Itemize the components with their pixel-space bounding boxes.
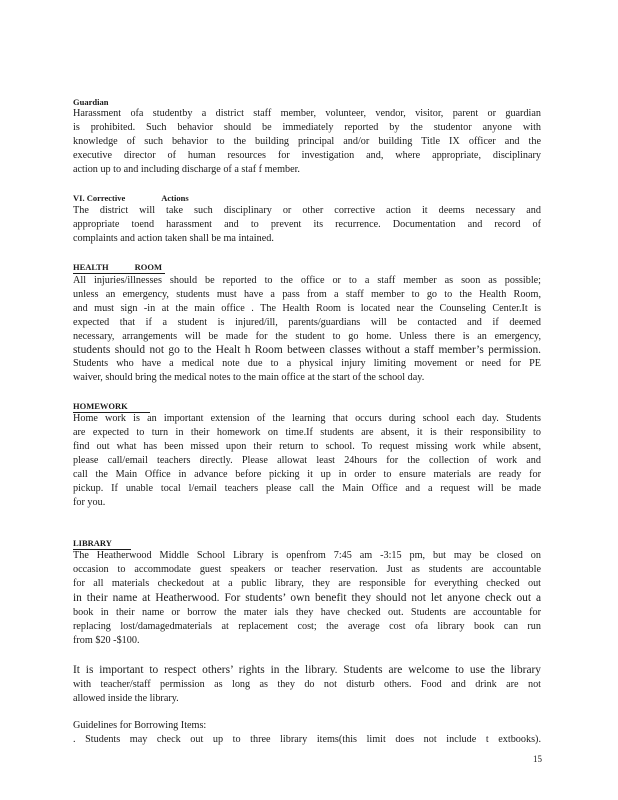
corrective-heading-part-1: VI. Corrective: [73, 193, 126, 203]
library-line-6: replacing lost/damagedmaterials at replacement cost; the average cost ofa library book can run: [73, 621, 541, 632]
homework-line-2: are expected to turn in their homework on time.If students are absent, it is their responsibility to: [73, 427, 541, 438]
homework-line-7: for you.: [73, 497, 106, 508]
guardian-line-3: knowledge of such behavior to the building principal and/or building Title IX officer and the: [73, 136, 541, 147]
health-line-5: necessary, arrangements will be made for the student to go home. Unless there is an emergency,: [73, 331, 541, 342]
corrective-heading-part-2: Actions: [161, 193, 189, 203]
library-rights-line-2: with teacher/staff permission as long as they do not disturb others. Food and drink are not: [73, 679, 541, 690]
guardian-heading: Guardian: [73, 97, 109, 107]
homework-line-6: pickup. If unable tocal l/email teachers please call the Main Office and a request will be made: [73, 483, 541, 494]
library-line-1: The Heatherwood Middle School Library is openfrom 7:45 am -3:15 pm, but may be closed on: [73, 550, 541, 561]
health-heading-part-1: HEALTH: [73, 262, 109, 272]
health-line-3: and must sign -in at the main office . The Health Room is located near the Counseling Center.It is: [73, 303, 541, 314]
homework-line-5: call the Main Office in advance before picking it up in order to ensure materials are ready for: [73, 469, 541, 480]
health-line-2: unless an emergency, students must have a pass from a staff member to go to the Health Room,: [73, 289, 541, 300]
page-number: 15: [533, 754, 542, 764]
library-rights-line-3: allowed inside the library.: [73, 693, 179, 704]
health-room-heading: [73, 262, 165, 274]
guidelines-line-1: . Students may check out up to three library items(this limit does not include t extbooks).: [73, 734, 541, 745]
corrective-line-2: appropriate toend harassment and to prevent its recurrence. Documentation and record of: [73, 219, 541, 230]
health-line-6: students should not go to the Healt h Room between classes without a staff member’s permission.: [73, 344, 541, 356]
corrective-actions-heading: [73, 193, 189, 203]
guardian-line-2: is prohibited. Such behavior should be immediately reported by the studentor anyone with: [73, 122, 541, 133]
guardian-line-4: executive director of human resources for investigation and, where appropriate, disciplinary: [73, 150, 541, 161]
health-line-8: waiver, should bring the medical notes to the main office at the start of the school day.: [73, 372, 425, 383]
corrective-line-3: complaints and action taken shall be ma intained.: [73, 233, 274, 244]
guardian-line-1: Harassment ofa studentby a district staff member, volunteer, vendor, visitor, parent or guardian: [73, 108, 541, 119]
corrective-line-1: The district will take such disciplinary or other corrective action it deems necessary and: [73, 205, 541, 216]
library-line-2: occasion to accommodate guest speakers or teacher reservation. Just as students are accountable: [73, 564, 541, 575]
homework-line-1: Home work is an important extension of the learning that occurs during school each day. Students: [73, 413, 541, 424]
health-line-7: Students who have a medical note due to a physical injury limiting movement or need for PE: [73, 358, 541, 369]
guardian-line-5: action up to and including discharge of a staf f member.: [73, 164, 300, 175]
homework-heading: HOMEWORK: [73, 401, 150, 413]
homework-line-3: find out what has been missed upon their return to school. To request missing work while absent,: [73, 441, 541, 452]
health-line-1: All injuries/illnesses should be reported to the office or to a staff member as soon as possible;: [73, 275, 541, 286]
health-line-4: expected that if a student is injured/ill, parents/guardians will be contacted and if deemed: [73, 317, 541, 328]
health-heading-part-2: ROOM: [134, 262, 162, 272]
library-line-5: book in their name or borrow the mater ials they have checked out. Students are accountable for: [73, 607, 541, 618]
homework-line-4: please call/email teachers directly. Please allowat least 24hours for the collection of work and: [73, 455, 541, 466]
library-rights-line-1: It is important to respect others’ rights in the library. Students are welcome to use the library: [73, 664, 541, 676]
library-heading: LIBRARY: [73, 538, 131, 550]
library-line-3: for all materials checkedout at a public library, they are responsible for everything checked out: [73, 578, 541, 589]
library-line-7: from $20 -$100.: [73, 635, 140, 646]
library-line-4: in their name at Heatherwood. For students’ own benefit they should not let anyone check out a: [73, 592, 541, 604]
guidelines-title: Guidelines for Borrowing Items:: [73, 720, 207, 731]
